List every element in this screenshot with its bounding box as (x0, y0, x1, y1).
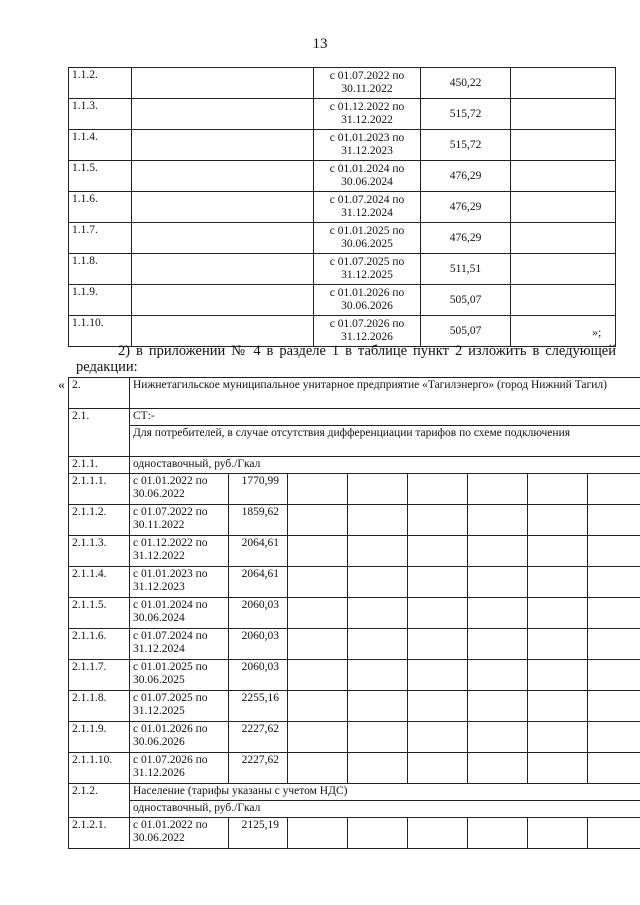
row-value: 2125,19 (229, 818, 288, 849)
empty-cell (288, 660, 348, 691)
empty-cell (528, 629, 588, 660)
empty-cell (511, 223, 616, 254)
empty-cell (288, 536, 348, 567)
empty-cell (288, 474, 348, 505)
empty-cell (288, 629, 348, 660)
row-value: 450,22 (421, 68, 511, 99)
empty-cell (468, 722, 528, 753)
row-value: 505,07 (421, 316, 511, 347)
row-value: 2064,61 (229, 536, 288, 567)
empty-cell (588, 722, 640, 753)
table1-body (69, 68, 616, 347)
empty-cell (511, 192, 616, 223)
row-num: 2.1.1.2. (69, 505, 130, 536)
row-num: 1.1.9. (69, 285, 132, 316)
row-value: 2255,16 (229, 691, 288, 722)
empty-cell (132, 192, 314, 223)
table-row (69, 161, 616, 192)
row-period: с 01.07.2025 по 31.12.2025 (130, 691, 229, 722)
table2-body (69, 378, 640, 474)
row-value: 511,51 (421, 254, 511, 285)
empty-cell (132, 130, 314, 161)
table-row (69, 130, 616, 161)
row-value: 476,29 (421, 161, 511, 192)
empty-cell (132, 254, 314, 285)
empty-cell (288, 598, 348, 629)
population-one-part-row (69, 801, 640, 818)
empty-cell (408, 722, 468, 753)
table-row (69, 818, 640, 849)
empty-cell (132, 68, 314, 99)
empty-cell (348, 505, 408, 536)
row-value: 2060,03 (229, 629, 288, 660)
empty-cell (528, 660, 588, 691)
row-num: 1.1.10. (69, 316, 132, 347)
empty-cell (348, 691, 408, 722)
consumers-label: Для потребителей, в случае отсутствия дифференциации тарифов по схеме подключения (130, 426, 640, 457)
empty-cell (588, 567, 640, 598)
row-period: с 01.01.2024 по 30.06.2024 (314, 161, 421, 192)
row-period: с 01.07.2024 по 31.12.2024 (130, 629, 229, 660)
row-value: 2064,61 (229, 567, 288, 598)
empty-cell (288, 505, 348, 536)
table-row (69, 753, 640, 784)
empty-cell (288, 691, 348, 722)
empty-cell (132, 161, 314, 192)
table-row (69, 223, 616, 254)
empty-cell (528, 536, 588, 567)
empty-cell (288, 818, 348, 849)
table-row (69, 629, 640, 660)
empty-cell (408, 567, 468, 598)
empty-cell (588, 629, 640, 660)
row-value: 2227,62 (229, 722, 288, 753)
empty-cell (348, 536, 408, 567)
row-num: 1.1.7. (69, 223, 132, 254)
table-row (69, 285, 616, 316)
row-num: 1.1.4. (69, 130, 132, 161)
row-num: 2.1.1.5. (69, 598, 130, 629)
empty-cell (511, 161, 616, 192)
empty-cell (288, 567, 348, 598)
row-num: 1.1.3. (69, 99, 132, 130)
row-value: 2060,03 (229, 598, 288, 629)
row-value: 476,29 (421, 192, 511, 223)
row-value: 2060,03 (229, 660, 288, 691)
empty-cell (132, 99, 314, 130)
row-num: 1.1.2. (69, 68, 132, 99)
empty-cell (528, 474, 588, 505)
empty-cell (408, 598, 468, 629)
empty-cell (408, 753, 468, 784)
empty-cell (511, 130, 616, 161)
row-value: 515,72 (421, 130, 511, 161)
empty-cell (348, 629, 408, 660)
empty-cell (588, 536, 640, 567)
table-row (69, 505, 640, 536)
population-one-part-label: одноставочный, руб./Гкал (130, 801, 640, 818)
row-period: с 01.01.2023 по 31.12.2023 (314, 130, 421, 161)
row-value: 2227,62 (229, 753, 288, 784)
empty-cell (288, 722, 348, 753)
st-row (69, 409, 640, 426)
org-num: 2. (69, 378, 130, 409)
empty-cell (468, 753, 528, 784)
table-row (69, 598, 640, 629)
empty-cell (132, 316, 314, 347)
empty-cell (348, 660, 408, 691)
empty-cell (408, 818, 468, 849)
row-period: с 01.01.2025 по 30.06.2025 (130, 660, 229, 691)
empty-cell (468, 536, 528, 567)
table2-tariff-rows (69, 474, 640, 784)
row-value: 515,72 (421, 99, 511, 130)
row-period: с 01.07.2025 по 31.12.2025 (314, 254, 421, 285)
empty-cell (288, 753, 348, 784)
empty-cell (588, 505, 640, 536)
row-period: с 01.01.2022 по 30.06.2022 (130, 474, 229, 505)
row-num: 1.1.6. (69, 192, 132, 223)
amendment-paragraph (76, 343, 616, 375)
empty-cell (348, 598, 408, 629)
row-num: 2.1.1.10. (69, 753, 130, 784)
table-row (69, 536, 640, 567)
empty-cell (511, 254, 616, 285)
row-period: с 01.01.2026 по 30.06.2026 (130, 722, 229, 753)
empty-cell (468, 474, 528, 505)
empty-cell (348, 818, 408, 849)
empty-cell (408, 505, 468, 536)
population-row (69, 784, 640, 801)
org-row (69, 378, 640, 409)
table-row (69, 567, 640, 598)
table-row (69, 660, 640, 691)
paragraph-line-2: редакции: (76, 359, 138, 375)
empty-cell (588, 598, 640, 629)
empty-cell (528, 598, 588, 629)
empty-cell (408, 536, 468, 567)
row-value: 1770,99 (229, 474, 288, 505)
empty-cell (468, 818, 528, 849)
table2-population (69, 784, 640, 849)
empty-cell (528, 567, 588, 598)
row-num: 1.1.5. (69, 161, 132, 192)
empty-cell (348, 722, 408, 753)
opening-quote: « (58, 378, 65, 393)
empty-cell (348, 567, 408, 598)
org-name: Нижнетагильское муниципальное унитарное предприятие «Тагилэнерго» (город Нижний Тагил) (130, 378, 640, 409)
table-row (69, 99, 616, 130)
empty-cell (588, 660, 640, 691)
empty-cell (468, 567, 528, 598)
row-num: 2.1.2.1. (69, 818, 130, 849)
paragraph-line-1: 2) в приложении № 4 в разделе 1 в таблице пункт 2 изложить в следующей (118, 343, 616, 359)
row-num: 2.1.1.7. (69, 660, 130, 691)
empty-cell (528, 722, 588, 753)
row-period: с 01.12.2022 по 31.12.2022 (314, 99, 421, 130)
empty-cell (468, 629, 528, 660)
empty-cell (348, 474, 408, 505)
table-row (69, 316, 616, 347)
table-row (69, 691, 640, 722)
row-num: 2.1.1.6. (69, 629, 130, 660)
population-label: Население (тарифы указаны с учетом НДС) (130, 784, 640, 801)
row-num: 2.1.1.4. (69, 567, 130, 598)
one-part-row (69, 457, 640, 474)
tariff-table-section-2 (68, 377, 640, 849)
row-num: 1.1.8. (69, 254, 132, 285)
empty-cell (588, 474, 640, 505)
row-period: с 01.07.2022 по 30.11.2022 (314, 68, 421, 99)
one-part-label: одноставочный, руб./Гкал (130, 457, 640, 474)
empty-cell (468, 598, 528, 629)
row-period: с 01.01.2022 по 30.06.2022 (130, 818, 229, 849)
row-num: 2.1.1.9. (69, 722, 130, 753)
empty-cell (528, 818, 588, 849)
empty-cell (588, 691, 640, 722)
st-num: 2.1. (69, 409, 130, 457)
consumers-row (69, 426, 640, 457)
empty-cell (468, 660, 528, 691)
population-num: 2.1.2. (69, 784, 130, 818)
table-row (69, 722, 640, 753)
empty-cell (132, 223, 314, 254)
row-num: 2.1.1.8. (69, 691, 130, 722)
empty-cell (528, 753, 588, 784)
empty-cell (588, 818, 640, 849)
row-period: с 01.07.2022 по 30.11.2022 (130, 505, 229, 536)
table-row (69, 192, 616, 223)
empty-cell (348, 753, 408, 784)
empty-cell (468, 691, 528, 722)
empty-cell (588, 753, 640, 784)
st-label: СТ:- (130, 409, 640, 426)
closing-quote: »; (592, 325, 602, 339)
empty-cell (408, 629, 468, 660)
row-period: с 01.07.2026 по 31.12.2026 (130, 753, 229, 784)
empty-cell (511, 285, 616, 316)
row-period: с 01.01.2024 по 30.06.2024 (130, 598, 229, 629)
empty-cell (528, 505, 588, 536)
row-value: 1859,62 (229, 505, 288, 536)
table-row (69, 474, 640, 505)
empty-cell (408, 660, 468, 691)
row-period: с 01.12.2022 по 31.12.2022 (130, 536, 229, 567)
empty-cell (528, 691, 588, 722)
empty-cell (511, 68, 616, 99)
empty-cell (511, 99, 616, 130)
table-row (69, 254, 616, 285)
row-value: 505,07 (421, 285, 511, 316)
row-period: с 01.01.2026 по 30.06.2026 (314, 285, 421, 316)
row-period: с 01.07.2024 по 31.12.2024 (314, 192, 421, 223)
row-period: с 01.01.2025 по 30.06.2025 (314, 223, 421, 254)
page-number: 13 (312, 36, 328, 52)
empty-cell (468, 505, 528, 536)
row-value: 476,29 (421, 223, 511, 254)
row-num: 2.1.1.3. (69, 536, 130, 567)
tariff-table-section-1 (68, 67, 616, 347)
row-period: с 01.07.2026 по 31.12.2026 (314, 316, 421, 347)
empty-cell (408, 691, 468, 722)
empty-cell (408, 474, 468, 505)
row-num: 2.1.1.1. (69, 474, 130, 505)
empty-cell (132, 285, 314, 316)
one-part-num: 2.1.1. (69, 457, 130, 474)
row-period: с 01.01.2023 по 31.12.2023 (130, 567, 229, 598)
table-row (69, 68, 616, 99)
